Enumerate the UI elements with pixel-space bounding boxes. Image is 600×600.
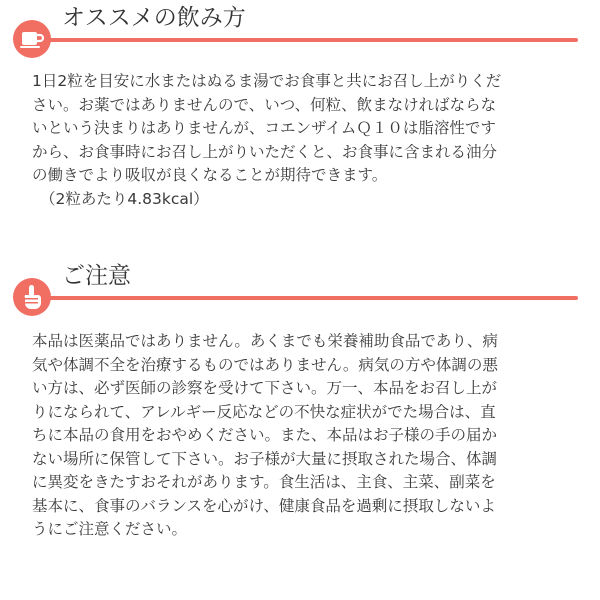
caution-line: 基本に、食事のバランスを心がけ、健康食品を過剰に摂取しないよ [32,496,496,515]
caution-line: に異変をきたすおそれがあります。食生活は、主食、主菜、副菜を [32,473,496,491]
caution-line: 気や体調不全を治療するものではありません。病気の方や体調の悪 [32,355,498,374]
caution-line: い方は、必ず医師の診察を受けて下さい。万一、本品をお召し上が [32,379,498,397]
pointing-hand-icon [21,284,43,310]
usage-header-badge [13,20,51,58]
usage-line: から、お食事時にお召し上がりいただくと、お食事に含まれる油分 [32,142,498,161]
caution-line: 本品は医薬品ではありません。あくまでも栄養補助食品であり、病 [32,332,498,350]
caution-header-badge [13,278,51,316]
usage-body [32,70,577,211]
usage-line: さい。お薬ではありませんので、いつ、何粒、飲まなければならな [32,95,497,114]
usage-line: いという決まりはありませんが、コエンザイムＱ１０は脂溶性です [32,119,496,137]
caution-line: うにご注意ください。 [32,520,188,538]
caution-header-rule [22,296,578,300]
usage-line: 1日2粒を目安に水またはぬるま湯でお食事と共にお召し上がりくだ [32,72,502,90]
usage-line: の働きでより吸収が良くなることが期待できます。 [32,166,388,184]
caution-body [32,330,577,542]
usage-title: オススメの飲み方 [62,5,246,31]
caution-line: りになられて、アレルギー反応などの不快な症状がでた場合は、直 [32,402,496,421]
cup-icon [19,28,45,50]
usage-section-header [0,0,600,60]
usage-header-rule [22,38,578,42]
caution-title: ご注意 [62,263,131,289]
caution-line: ちに本品の食用をおやめください。また、本品はお子様の手の届か [32,426,498,444]
caution-line: ない場所に保管して下さい。お子様が大量に摂取された場合、体調 [32,449,498,468]
usage-calorie-note: （2粒あたり4.83kcal） [40,189,209,208]
caution-section-header [0,258,600,318]
